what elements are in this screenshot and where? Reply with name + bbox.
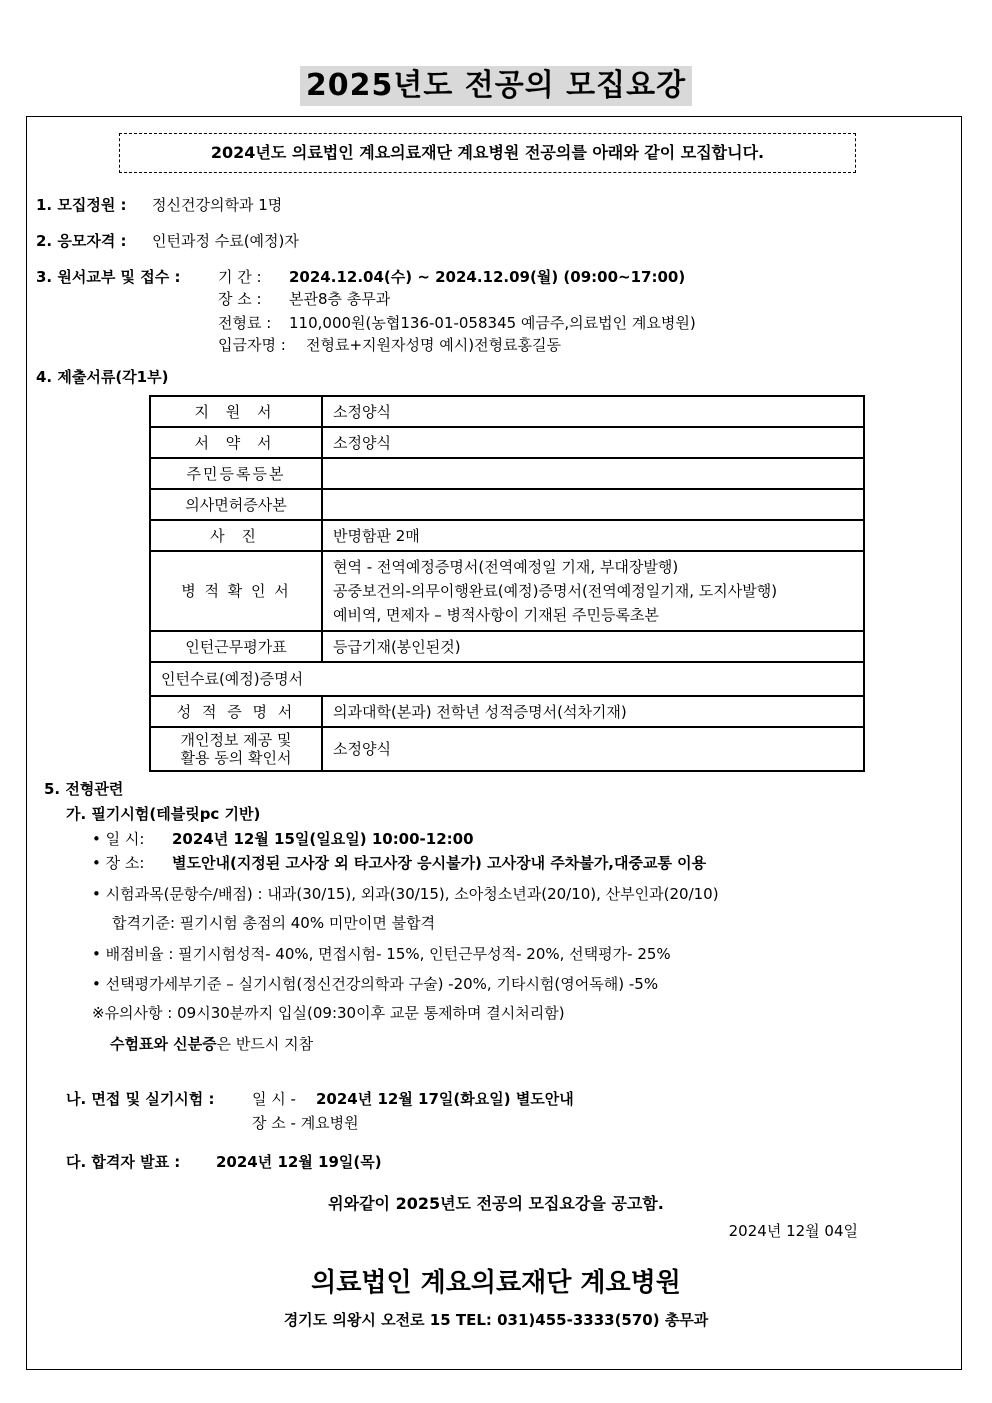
doc-name: 주민등록등본 <box>150 458 322 489</box>
table-row <box>150 427 864 458</box>
s5-place-label: • 장 소: <box>92 854 145 872</box>
s5-c-label: 다. 합격자 발표 : <box>66 1153 181 1171</box>
table-row <box>150 727 864 771</box>
s5-c-value: 2024년 12월 19일(목) <box>216 1153 382 1171</box>
doc-name: 병 적 확 인 서 <box>150 551 322 631</box>
doc-desc-line: 공중보건의-의무이행완료(예정)증명서(전역예정일기재, 도지사발행) <box>333 582 778 600</box>
s5-caution2-rest: 은 반드시 지참 <box>216 1035 314 1053</box>
doc-desc: 등급기재(봉인된것) <box>322 631 864 662</box>
doc-name: 의사면허증사본 <box>150 489 322 520</box>
table-row <box>150 520 864 551</box>
table-row <box>150 696 864 727</box>
s3-depositor-label: 입금자명 : <box>218 336 286 354</box>
s5-a-label: 가. 필기시험(테블릿pc 기반) <box>66 805 261 823</box>
s5-b-place: 장 소 - 계요병원 <box>252 1114 359 1132</box>
title-wrap <box>0 66 992 106</box>
s3-period-value: 2024.12.04(수) ~ 2024.12.09(월) (09:00~17:00) <box>289 268 686 286</box>
s5-select: • 선택평가세부기준 – 실기시험(정신건강의학과 구술) -20%, 기타시험(영어독해) -5% <box>92 975 659 993</box>
doc-desc-line: 현역 - 전역예정증명서(전역예정일 기재, 부대장발행) <box>333 558 679 576</box>
doc-desc: 소정양식 <box>322 727 864 771</box>
doc-desc <box>322 489 864 520</box>
s5-subjects: • 시험과목(문항수/배점) : 내과(30/15), 외과(30/15), 소아청소년과(20/10), 산부인과(20/10) <box>92 885 719 903</box>
table-row <box>150 396 864 427</box>
doc-name: 지 원 서 <box>150 396 322 427</box>
s5-b-date-label: 일 시 - <box>252 1090 296 1108</box>
doc-desc <box>322 551 864 631</box>
doc-name <box>150 727 322 771</box>
table-row <box>150 489 864 520</box>
doc-desc: 반명함판 2매 <box>322 520 864 551</box>
table-row <box>150 631 864 662</box>
hospital-signature: 의료법인 계요의료재단 계요병원 <box>311 1268 681 1298</box>
doc-name-line: 개인정보 제공 및 <box>180 731 292 749</box>
table-row <box>150 458 864 489</box>
s5-date-label: • 일 시: <box>92 830 145 848</box>
closing-statement: 위와같이 2025년도 전공의 모집요강을 공고함. <box>328 1194 664 1213</box>
doc-desc-line: 예비역, 면제자 – 병적사항이 기재된 주민등록초본 <box>333 606 659 624</box>
doc-name: 인턴수료(예정)증명서 <box>150 662 864 696</box>
s4-label: 4. 제출서류(각1부) <box>36 368 169 386</box>
notice-date: 2024년 12월 04일 <box>728 1222 858 1240</box>
s5-label: 5. 전형관련 <box>44 780 124 798</box>
s5-b-date-value: 2024년 12월 17일(화요일) 별도안내 <box>316 1090 574 1108</box>
doc-desc: 소정양식 <box>322 396 864 427</box>
s5-b-label: 나. 면접 및 실기시험 : <box>66 1090 215 1108</box>
s5-ratio: • 배점비율 : 필기시험성적- 40%, 면접시험- 15%, 인턴근무성적- 20%, 선택평가- 25% <box>92 945 671 963</box>
doc-desc <box>322 458 864 489</box>
s3-label: 3. 원서교부 및 접수 : <box>36 268 181 286</box>
s3-place-label: 장 소 : <box>218 290 262 308</box>
s5-place-value: 별도안내(지정된 고사장 외 타고사장 응시불가) 고사장내 주차불가,대중교통 이용 <box>172 854 707 872</box>
s5-caution2-bold: 수험표와 신분증 <box>110 1035 217 1053</box>
documents-table <box>149 395 865 772</box>
hospital-address: 경기도 의왕시 오전로 15 TEL: 031)455-3333(570) 총무과 <box>283 1311 709 1329</box>
s5-caution2 <box>110 1034 313 1054</box>
s3-period-label: 기 간 : <box>218 268 262 286</box>
s2-label: 2. 응모자격 : <box>36 232 127 250</box>
table-row <box>150 662 864 696</box>
s3-fee-value: 110,000원(농협136-01-058345 예금주,의료법인 계요병원) <box>289 314 696 332</box>
s3-depositor-value: 전형료+지원자성명 예시)전형료홍길동 <box>306 336 562 354</box>
s5-pass: 합격기준: 필기시험 총점의 40% 미만이면 불합격 <box>112 914 436 932</box>
s5-caution: ※유의사항 : 09시30분까지 입실(09:30이후 교문 통제하며 결시처리함) <box>92 1004 565 1022</box>
s3-place-value: 본관8층 총무과 <box>289 290 391 308</box>
s1-value: 정신건강의학과 1명 <box>152 196 283 214</box>
doc-desc: 소정양식 <box>322 427 864 458</box>
s3-fee-label: 전형료 : <box>218 314 272 332</box>
doc-name: 사 진 <box>150 520 322 551</box>
s5-date-value: 2024년 12월 15일(일요일) 10:00-12:00 <box>172 830 474 848</box>
notice-box: 2024년도 의료법인 계요의료재단 계요병원 전공의를 아래와 같이 모집합니다. <box>119 133 856 173</box>
page-title: 2025년도 전공의 모집요강 <box>300 66 692 106</box>
doc-name: 서 약 서 <box>150 427 322 458</box>
s1-label: 1. 모집정원 : <box>36 196 127 214</box>
doc-name: 인턴근무평가표 <box>150 631 322 662</box>
doc-name: 성 적 증 명 서 <box>150 696 322 727</box>
doc-desc: 의과대학(본과) 전학년 성적증명서(석차기재) <box>322 696 864 727</box>
s2-value: 인턴과정 수료(예정)자 <box>152 232 299 250</box>
doc-name-line: 활용 동의 확인서 <box>180 749 292 767</box>
table-row <box>150 551 864 631</box>
